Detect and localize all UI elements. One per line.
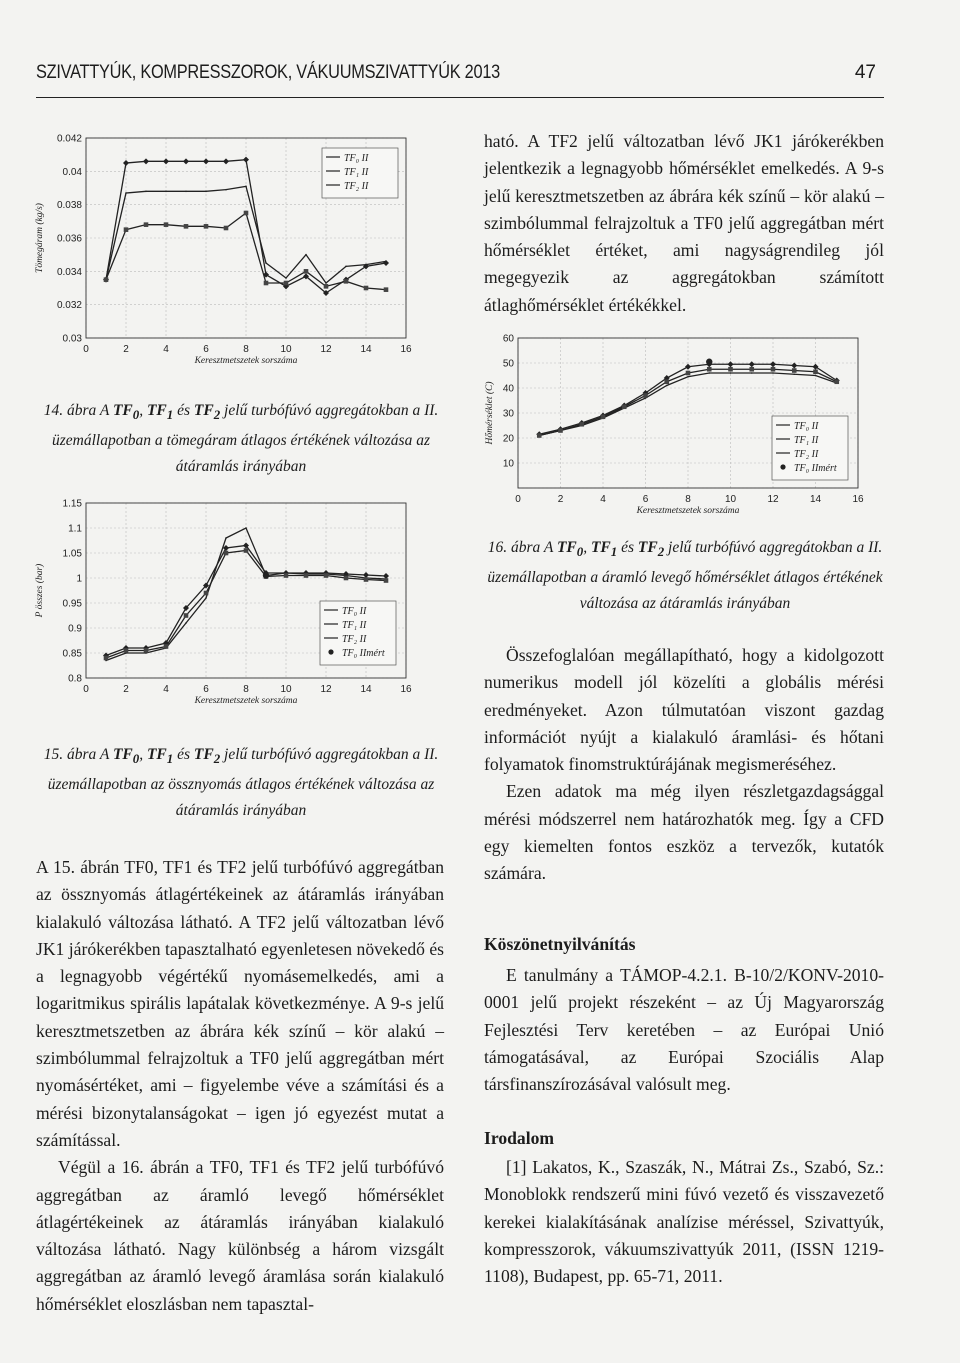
- data-point: [666, 385, 668, 387]
- data-point: [685, 364, 691, 370]
- data-point: [204, 591, 209, 596]
- data-point: [284, 573, 289, 578]
- y-tick-label: 60: [502, 333, 514, 345]
- y-axis-label: Tömegáram (kg/s): [35, 203, 45, 273]
- summary-paragraph-1: Összefoglalóan megállapítható, hogy a kidolgozott numerikus modell jól közelíti a globális mérési eredményeket. Azon túlmutatóan viszont gazdag információt nyújt a kialakuló áramlási- és hőtani folyamatok finomstruktúrájának megismeréséhez.: [484, 645, 884, 775]
- x-tick-label: 14: [360, 684, 372, 695]
- y-tick-label: 20: [502, 433, 514, 445]
- x-axis-label: Keresztmetszetek sorszáma: [194, 696, 298, 706]
- data-point: [304, 573, 309, 578]
- data-point: [224, 226, 229, 231]
- data-point: [384, 578, 389, 583]
- summary-paragraph-2: Ezen adatok ma még ilyen részletgazdagsággal mérési módszerrel nem határozhatók meg. Így a CFD egy kiemelten fontos eszköz a tervezők, kutatók számára.: [484, 781, 884, 884]
- legend-label: TF₂ II: [344, 181, 369, 192]
- x-tick-label: 10: [724, 494, 737, 505]
- x-tick-label: 6: [642, 494, 649, 505]
- data-point: [245, 527, 247, 529]
- data-point: [325, 282, 327, 284]
- x-tick-label: 0: [515, 494, 521, 505]
- data-point: [125, 192, 127, 194]
- data-point: [225, 537, 227, 539]
- paragraph-fig16: Végül a 16. ábrán a TF0, TF1 és TF2 jelű turbófúvó aggregátban az áramló levegő hőmérséklet átlagértékeinek az átáramlás irányában kialakuló változása látható. Nagy különbség a három vizsgált aggregátban az áramló levegő áramlása során kialakuló hőmérséklet eloszlásban nem tapasztal-: [36, 1157, 444, 1314]
- x-tick-label: 8: [685, 494, 691, 505]
- data-point: [815, 375, 817, 377]
- acknowledgement-heading: Köszönetnyilvánítás: [484, 934, 636, 954]
- data-point: [184, 224, 189, 229]
- x-tick-label: 6: [203, 684, 209, 695]
- data-point: [751, 372, 753, 374]
- x-tick-label: 2: [123, 684, 129, 695]
- data-point: [791, 363, 797, 369]
- data-point: [263, 572, 269, 578]
- data-point: [687, 376, 689, 378]
- data-point: [104, 277, 109, 282]
- y-tick-label: 0.95: [62, 598, 82, 610]
- fig15-text: üzemállapotban az össznyomás átlagos értékének változása az átáramlás irányában: [47, 776, 435, 820]
- y-axis-label: Hőmérséklet (C): [485, 381, 495, 445]
- data-point: [324, 573, 329, 578]
- fig16-temperature-chart: [478, 330, 878, 530]
- y-tick-label: 1.05: [62, 548, 82, 560]
- y-tick-label: 0.9: [68, 623, 82, 635]
- y-tick-label: 0.036: [56, 233, 82, 245]
- summary-text: [484, 642, 884, 888]
- data-point: [225, 189, 227, 191]
- x-tick-label: 2: [557, 494, 564, 505]
- data-point: [145, 191, 147, 193]
- data-point: [163, 158, 169, 164]
- data-point: [124, 227, 129, 232]
- data-point: [243, 157, 249, 163]
- x-tick-label: 12: [320, 684, 332, 695]
- legend-marker: [328, 649, 333, 654]
- data-point: [771, 367, 776, 372]
- y-axis-label: P összes (bar): [35, 563, 45, 618]
- data-point: [730, 372, 732, 374]
- data-point: [284, 281, 289, 286]
- header-rule: [36, 97, 884, 98]
- legend-label: TF₁ II: [344, 167, 369, 178]
- fig16-title: A $TF_0$, $TF_1$ és $TF_2$ jelű turbófúvó aggregátokban a II.: [543, 539, 883, 560]
- legend-label: TF₀ II: [342, 606, 367, 617]
- legend-label: TF₁ II: [794, 435, 819, 446]
- x-tick-label: 16: [400, 344, 412, 355]
- reference-1: [1] Lakatos, K., Szaszák, N., Mátrai Zs., Szabó, Sz.: Monoblokk rendszerű mini fúvó vezető és visszavezető kerekei kialakításának analízise méréssel, Szivattyúk, kompresszorok, vákuumszivattyúk 2011, (ISSN 1219-1108), Budapest, pp. 65-71, 2011.: [484, 1157, 884, 1287]
- fig14-caption: [36, 398, 446, 480]
- data-point: [324, 284, 329, 289]
- paragraph-temperature: ható. A TF2 jelű változatban lévő JK1 járókerékben jelentkezik a legnagyobb hőmérséklet emelkedés. A 9-s jelű keresztmetszetben az ábrára kék színű – kör alakú – szimbólummal felrajzoltuk a TF0 jelű aggregátban mért hőmérséklet értéket, ami nagyságrendileg jól megegyezik az aggregátokban számított átlaghőmérséklet értékékkel.: [484, 131, 884, 315]
- y-tick-label: 0.038: [56, 200, 82, 212]
- data-point: [364, 577, 369, 582]
- data-point: [124, 648, 129, 653]
- data-point: [165, 191, 167, 193]
- data-point: [558, 428, 563, 433]
- left-column-text: [36, 854, 444, 1318]
- fig14-number: 14. ábra: [43, 402, 97, 419]
- data-point: [749, 367, 754, 372]
- data-point: [708, 372, 710, 374]
- references-text: [484, 1154, 884, 1290]
- data-point: [345, 266, 347, 268]
- data-point: [707, 367, 712, 372]
- fig14-mass-flow-chart: [28, 130, 428, 382]
- y-tick-label: 0.034: [56, 266, 82, 278]
- data-point: [305, 254, 307, 256]
- data-point: [244, 211, 249, 216]
- data-point: [164, 644, 169, 649]
- data-point: [365, 264, 367, 266]
- y-tick-label: 0.8: [68, 673, 82, 685]
- acknowledgement-paragraph: E tanulmány a TÁMOP-4.2.1. B-10/2/KONV-2010-0001 jelű projekt részeként – az Új Magyarország Fejlesztési Terv keretében – az Európai Unió támogatásával, az Európai Szociális Alap társfinanszírozásával valósult meg.: [484, 965, 884, 1095]
- data-point: [344, 576, 349, 581]
- y-tick-label: 0.032: [56, 300, 82, 312]
- data-point: [185, 622, 187, 624]
- paragraph-fig15: A 15. ábrán TF0, TF1 és TF2 jelű turbófúvó aggregátban az össznyomás átlagértékeinek az átáramlás irányában kialakuló változása látható. A TF2 jelű változatban lévő JK1 járókerékben tapasztalható egyenletesen növekedő és a legnagyobb végértékű nyomásemelkedés, ami a logaritmikus spirális lapátalak következménye. A 9-s jelű keresztmetszetben az ábrára kék színű – kör alakú – szimbólummal felrajzoltuk a TF0 jelű aggregátban mért nyomásértéket, ami – figyelembe véve a számítási és a mérési bizonytalanságokat – igen jó egyezést mutat a számítással.: [36, 857, 444, 1150]
- y-tick-label: 1.15: [62, 498, 82, 510]
- x-tick-label: 4: [600, 494, 606, 505]
- data-point: [205, 191, 207, 193]
- data-point: [834, 379, 839, 384]
- x-tick-label: 12: [320, 344, 332, 355]
- data-point: [793, 373, 795, 375]
- legend-label: TF₀ II: [344, 153, 369, 164]
- data-point: [104, 656, 109, 661]
- y-tick-label: 0.04: [62, 166, 82, 178]
- x-tick-label: 14: [360, 344, 372, 355]
- data-point: [184, 613, 189, 618]
- data-point: [285, 277, 287, 279]
- data-point: [622, 404, 627, 409]
- fig15-pressure-chart: [28, 495, 428, 727]
- x-tick-label: 0: [83, 684, 89, 695]
- fig14-title: A $TF_0$, $TF_1$ és $TF_2$ jelű turbófúvó aggregátokban a II.: [99, 402, 439, 423]
- data-point: [224, 551, 229, 556]
- x-tick-label: 2: [123, 344, 129, 355]
- x-axis-label: Keresztmetszetek sorszáma: [636, 506, 740, 516]
- data-point: [123, 160, 129, 166]
- data-point: [204, 224, 209, 229]
- data-point: [144, 222, 149, 227]
- legend-label: TF₀ II: [794, 421, 819, 432]
- x-tick-label: 16: [852, 494, 864, 505]
- data-point: [143, 158, 149, 164]
- legend-label: TF₂ II: [794, 449, 819, 460]
- legend-label: TF₀ IImért: [794, 463, 837, 474]
- data-point: [244, 548, 249, 553]
- y-tick-label: 0.042: [56, 133, 82, 145]
- y-tick-label: 0.03: [62, 333, 82, 345]
- data-point: [686, 371, 691, 376]
- data-point: [792, 368, 797, 373]
- right-column-top-text: [484, 128, 884, 319]
- data-point: [203, 158, 209, 164]
- y-tick-label: 1.1: [68, 523, 82, 535]
- data-point: [364, 286, 369, 291]
- data-point: [813, 369, 818, 374]
- data-point: [223, 158, 229, 164]
- data-point: [344, 279, 349, 284]
- fig16-caption: [480, 535, 890, 617]
- data-point: [185, 191, 187, 193]
- x-tick-label: 8: [243, 344, 249, 355]
- data-point: [144, 648, 149, 653]
- data-point: [183, 158, 189, 164]
- data-point: [245, 186, 247, 188]
- data-point: [770, 361, 776, 367]
- x-tick-label: 10: [280, 684, 292, 695]
- data-point: [205, 597, 207, 599]
- x-tick-label: 4: [163, 344, 169, 355]
- journal-title: SZIVATTYÚK, KOMPRESSZOROK, VÁKUUMSZIVATTYÚK 2013: [36, 62, 500, 83]
- legend-label: TF₁ II: [342, 620, 367, 631]
- page-number: 47: [854, 62, 876, 83]
- y-tick-label: 50: [502, 358, 514, 370]
- x-tick-label: 12: [767, 494, 779, 505]
- data-point: [664, 379, 669, 384]
- x-tick-label: 6: [203, 344, 209, 355]
- data-point: [728, 367, 733, 372]
- y-tick-label: 10: [502, 458, 514, 470]
- data-point: [164, 222, 169, 227]
- fig16-number: 16. ábra: [487, 539, 541, 556]
- fig16-text: üzemállapotban a áramló levegő hőmérséklet átlagos értékének változása az átáramlás irányában: [487, 569, 883, 613]
- data-point: [579, 422, 584, 427]
- x-tick-label: 0: [83, 344, 89, 355]
- data-point: [772, 372, 774, 374]
- data-point: [304, 269, 309, 274]
- fig15-number: 15. ábra: [43, 746, 97, 763]
- running-header: [36, 62, 887, 98]
- fig15-caption: [36, 742, 446, 824]
- x-axis-label: Keresztmetszetek sorszáma: [194, 356, 298, 366]
- x-tick-label: 16: [400, 684, 412, 695]
- data-point: [706, 359, 712, 365]
- data-point: [384, 287, 389, 292]
- x-tick-label: 8: [243, 684, 249, 695]
- y-tick-label: 0.85: [62, 648, 82, 660]
- data-point: [265, 262, 267, 264]
- acknowledgement-text: [484, 962, 884, 1098]
- data-point: [749, 361, 755, 367]
- y-tick-label: 1: [76, 573, 82, 585]
- legend-label: TF₂ II: [342, 634, 367, 645]
- data-point: [385, 261, 387, 263]
- legend-marker: [780, 464, 785, 469]
- x-tick-label: 14: [809, 494, 822, 505]
- data-point: [537, 433, 542, 438]
- x-tick-label: 4: [163, 684, 169, 695]
- data-point: [728, 361, 734, 367]
- x-tick-label: 10: [280, 344, 292, 355]
- data-point: [643, 393, 648, 398]
- legend-label: TF₀ IImért: [342, 648, 385, 659]
- references-heading: Irodalom: [484, 1128, 555, 1148]
- fig14-text: üzemállapotban a tömegáram átlagos értékének változása az átáramlás irányában: [52, 432, 430, 476]
- fig15-title: A $TF_0$, $TF_1$ és $TF_2$ jelű turbófúvó aggregátokban a II.: [99, 746, 439, 767]
- data-point: [601, 414, 606, 419]
- y-tick-label: 30: [502, 408, 514, 420]
- data-point: [264, 281, 269, 286]
- y-tick-label: 40: [502, 383, 514, 395]
